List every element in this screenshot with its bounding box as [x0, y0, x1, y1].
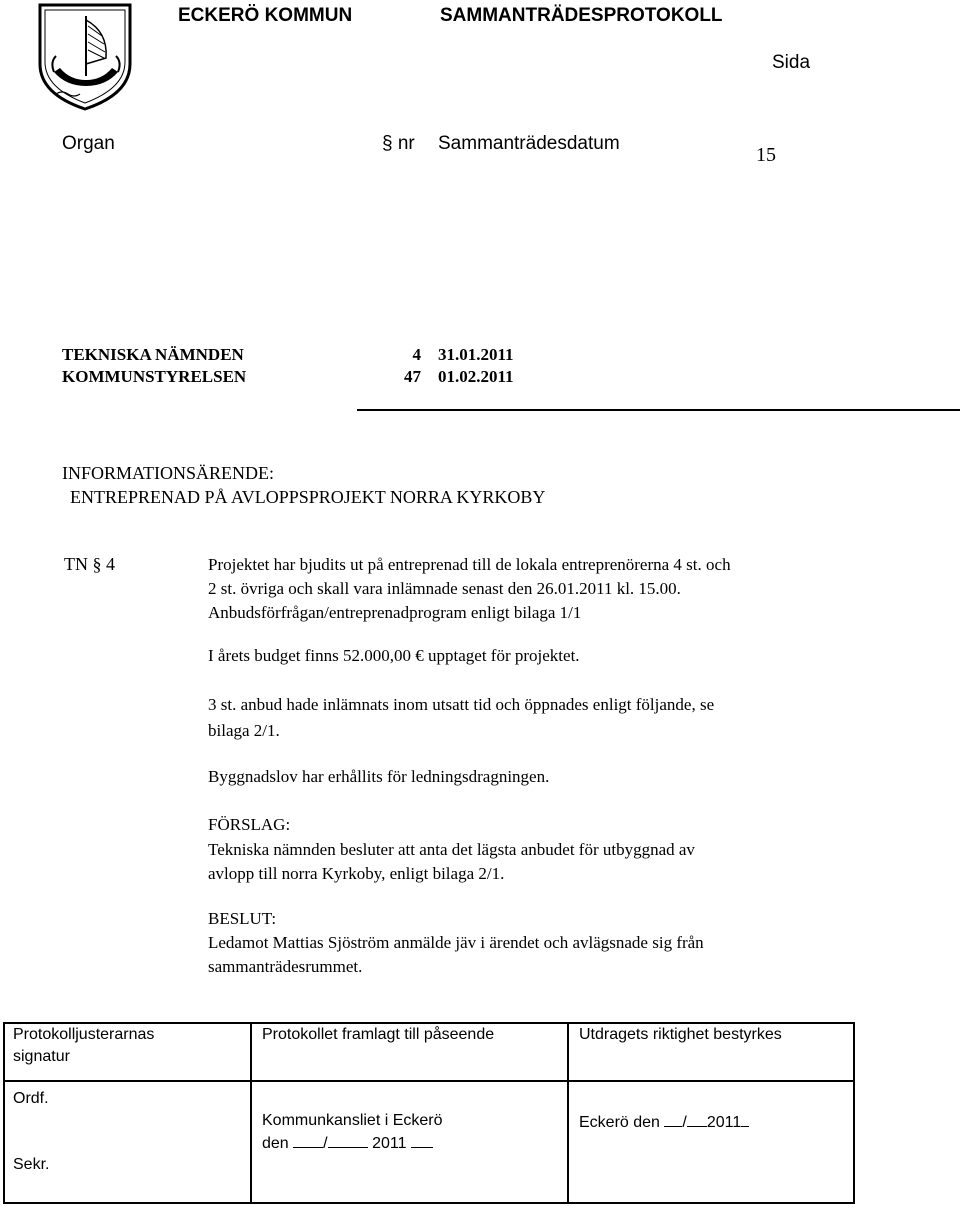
proposal-label: FÖRSLAG: — [208, 815, 291, 834]
page-label: Sida — [772, 52, 811, 73]
title-line-1: INFORMATIONSÄRENDE: — [62, 463, 275, 483]
body-text-line: sammanträdesrummet. — [208, 957, 363, 976]
decision-label: BESLUT: — [208, 909, 277, 928]
table-divider — [567, 1024, 569, 1202]
session-date: 01.02.2011 — [438, 367, 514, 386]
session-organ: TEKNISKA NÄMNDEN — [62, 345, 244, 364]
body-text-line: Byggnadslov har erhållits för ledningsdragningen. — [208, 767, 550, 786]
date-blank — [411, 1133, 433, 1148]
posted-date-year: 2011 — [372, 1135, 407, 1152]
table-divider — [250, 1024, 252, 1202]
posted-date-den: den — [262, 1135, 289, 1152]
date-blank — [664, 1112, 682, 1127]
session-nr: 47 — [404, 367, 421, 386]
section-ref — [64, 554, 115, 575]
municipal-coat-of-arms-logo — [36, 2, 134, 112]
date-slash: / — [682, 1114, 687, 1131]
certified-date-year: 2011 — [706, 1114, 742, 1131]
title-line-2: ENTREPRENAD PÅ AVLOPPSPROJEKT NORRA KYRKOBY — [70, 487, 546, 507]
body-text-line: Projektet har bjudits ut på entreprenad till de lokala entreprenörerna 4 st. och — [208, 555, 731, 574]
page-number: 15 — [756, 144, 776, 166]
certified-date — [579, 1112, 749, 1132]
date-slash: / — [323, 1135, 328, 1152]
municipality-name: ECKERÖ KOMMUN — [178, 5, 353, 26]
body-text-line: 3 st. anbud hade inlämnats inom utsatt tid och öppnades enligt följande, se — [208, 695, 715, 714]
session-nr: 4 — [412, 345, 421, 364]
signature-header: signatur — [13, 1048, 70, 1065]
body-text-line: Tekniska nämnden besluter att anta det lägsta anbudet för utbyggnad av — [208, 840, 695, 859]
section-ref-organ: TN — [64, 554, 88, 574]
date-blank — [741, 1112, 749, 1127]
posted-header: Protokollet framlagt till påseende — [262, 1026, 495, 1043]
chairman-label: Ordf. — [13, 1090, 49, 1107]
header-divider — [357, 409, 960, 411]
nr-label: § nr — [382, 133, 415, 154]
date-label: Sammanträdesdatum — [438, 133, 620, 154]
posted-date — [262, 1133, 433, 1153]
date-blank — [293, 1133, 323, 1148]
secretary-label: Sekr. — [13, 1156, 50, 1173]
body-text-line: Ledamot Mattias Sjöström anmälde jäv i ärendet och avlägsnade sig från — [208, 933, 704, 952]
body-text-line: I årets budget finns 52.000,00 € upptaget för projektet. — [208, 646, 580, 665]
body-text-line: Anbudsförfrågan/entreprenadprogram enligt bilaga 1/1 — [208, 603, 582, 622]
date-blank — [687, 1112, 707, 1127]
body-text-line: avlopp till norra Kyrkoby, enligt bilaga 2/1. — [208, 864, 505, 883]
date-blank — [328, 1133, 368, 1148]
certified-date-prefix: Eckerö den — [579, 1114, 660, 1131]
section-ref-symbol: § — [92, 554, 102, 574]
signature-header: Protokolljusterarnas — [13, 1026, 155, 1043]
section-ref-nr: 4 — [106, 554, 115, 574]
certified-header: Utdragets riktighet bestyrkes — [579, 1026, 782, 1043]
body-text-line: 2 st. övriga och skall vara inlämnade senast den 26.01.2011 kl. 15.00. — [208, 579, 681, 598]
table-divider — [5, 1080, 853, 1082]
body-text-line: bilaga 2/1. — [208, 721, 280, 740]
organ-label: Organ — [62, 133, 115, 154]
office-label: Kommunkansliet i Eckerö — [262, 1112, 443, 1129]
session-date: 31.01.2011 — [438, 345, 514, 364]
signature-table — [3, 1022, 855, 1204]
session-organ: KOMMUNSTYRELSEN — [62, 367, 247, 386]
document-type: SAMMANTRÄDESPROTOKOLL — [440, 5, 723, 26]
